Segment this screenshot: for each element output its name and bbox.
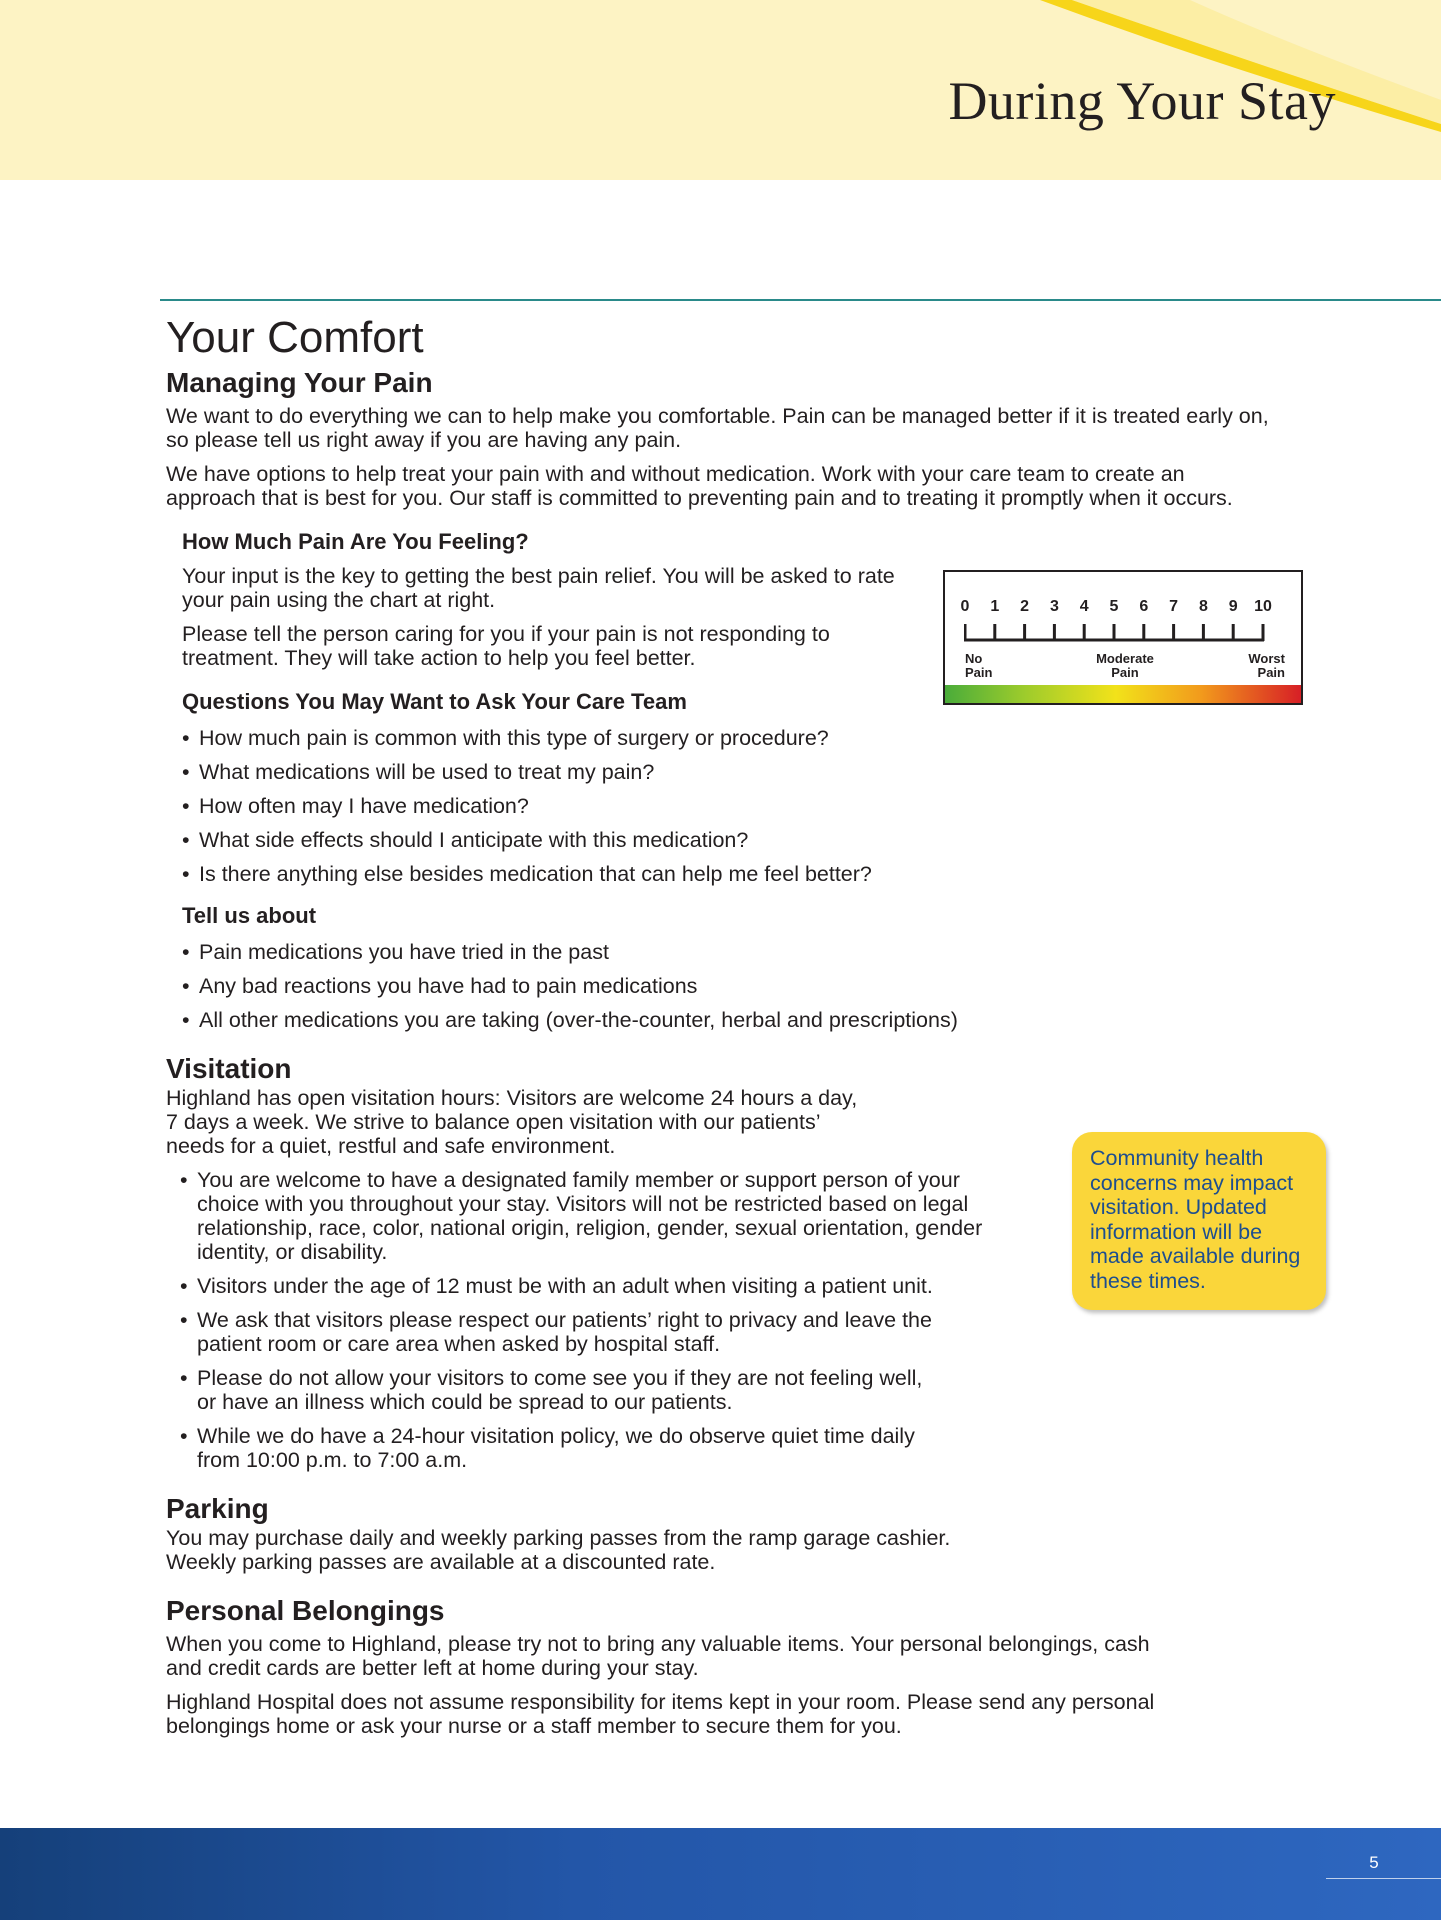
text-line: patient room or care area when asked by hospital staff. [197,1332,721,1356]
belongings-heading: Personal Belongings [166,1595,445,1626]
pain-scale-numbers [957,598,1285,618]
list-item [180,1308,1276,1356]
text-line: or have an illness which could be spread to our patients. [197,1390,733,1414]
tell-us-list [182,940,1276,1032]
text-line: Pain [965,665,993,680]
page-number: 5 [1369,1853,1379,1872]
visitation-heading: Visitation [166,1053,292,1084]
pain-color-gradient [945,685,1301,703]
text-line: 7 days a week. We strive to balance open visitation with our patients’ [166,1110,821,1134]
list-item: • Pain medications you have tried in the past [182,940,1276,964]
text-line: relationship, race, color, national origin, religion, gender, sexual orientation, gender [197,1216,983,1240]
pain-scale-number: 7 [1169,598,1179,615]
parking-heading: Parking [166,1493,269,1524]
text-line: information will be [1090,1219,1263,1244]
text-line: Pain [1257,665,1285,680]
text-line: visitation. Updated [1090,1195,1267,1219]
pain-scale-number: 10 [1254,598,1272,615]
pain-scale-number: 8 [1198,598,1208,615]
pain-heading: Managing Your Pain [166,367,433,398]
text-line: Highland has open visitation hours: Visitors are welcome 24 hours a day, [166,1086,858,1110]
pain-scale-number: 0 [960,598,970,615]
pain-feeling-section [182,528,922,670]
text-line: Visitors under the age of 12 must be with an adult when visiting a patient unit. [197,1274,933,1298]
footer-band [0,1828,1441,1920]
text-line: No [965,651,983,666]
text-line: needs for a quiet, restful and safe environment. [166,1134,616,1158]
pain-scale-number: 3 [1049,598,1059,615]
text-line: from 10:00 p.m. to 7:00 a.m. [197,1448,468,1472]
page-title: Your Comfort [166,313,424,362]
header-band [0,0,1441,180]
pain-scale-number: 1 [990,598,1000,615]
belongings-paragraph [166,1632,1276,1680]
list-item: • What side effects should I anticipate with this medication? [182,828,1276,852]
text-line: You are welcome to have a designated family member or support person of your [197,1168,960,1192]
section-title: During Your Stay [948,71,1336,131]
visitation-callout [1072,1132,1326,1310]
questions-heading: Questions You May Want to Ask Your Care Team [182,689,687,714]
tell-us-heading: Tell us about [182,903,317,928]
questions-list [182,726,1276,886]
page-number-rule [1326,1878,1441,1879]
text-line: You may purchase daily and weekly parking passes from the ramp garage cashier. [166,1526,951,1550]
pain-label-moderate [1083,652,1167,680]
list-item: • What medications will be used to treat my pain? [182,760,1276,784]
text-line: belongings home or ask your nurse or a staff member to secure them for you. [166,1714,902,1738]
questions-section [182,688,1276,886]
text-line: Moderate [1096,651,1154,666]
pain-scale-number: 5 [1109,598,1119,615]
list-item: • Any bad reactions you have had to pain medications [182,974,1276,998]
list-item: • All other medications you are taking (over-the-counter, herbal and prescriptions) [182,1008,1276,1032]
parking-paragraph [166,1526,1276,1574]
text-line: choice with you throughout your stay. Visitors will not be restricted based on legal [197,1192,969,1216]
text-line: When you come to Highland, please try not to bring any valuable items. Your personal belongings, cash [166,1632,1150,1656]
pain-scale-chart [943,570,1303,705]
pain-scale-ruler [964,622,1278,642]
text-line: Pain [1111,665,1139,680]
text-line: and credit cards are better left at home during your stay. [166,1656,699,1680]
pain-label-worst [1248,652,1285,680]
pain-feeling-heading: How Much Pain Are You Feeling? [182,529,529,554]
text-line: Worst [1248,651,1285,666]
list-item [180,1424,1276,1472]
main-content [166,310,1276,1738]
list-item [180,1366,1276,1414]
pain-scale-number: 6 [1139,598,1149,615]
belongings-paragraph [166,1690,1276,1738]
text-line: identity, or disability. [197,1240,388,1264]
text-line: Weekly parking passes are available at a discounted rate. [166,1550,716,1574]
pain-scale-number: 4 [1079,598,1089,615]
text-line: made available during [1090,1244,1301,1268]
text-line: concerns may impact [1090,1170,1294,1195]
list-item: • How often may I have medication? [182,794,1276,818]
callout-text [1090,1146,1312,1293]
list-item: • How much pain is common with this type of surgery or procedure? [182,726,1276,750]
pain-scale-number: 9 [1228,598,1238,615]
pain-feeling-paragraph: Your input is the key to getting the best pain relief. You will be asked to rate your pain using the chart at right. [182,564,895,612]
text-line: Community health [1090,1146,1264,1170]
text-line: these times. [1090,1268,1206,1293]
pain-paragraph: We have options to help treat your pain with and without medication. Work with your care team to create an approach that is best for you. Our staff is committed to preventing pain and to treating it promptly when it occurs. [166,462,1233,510]
pain-scale-number: 2 [1020,598,1030,615]
section-divider [160,299,1441,301]
pain-paragraph: We want to do everything we can to help make you comfortable. Pain can be managed better if it is treated early on, so please tell us right away if you are having any pain. [166,404,1269,452]
tell-us-section [182,902,1276,1032]
list-item: • Is there anything else besides medication that can help me feel better? [182,862,1276,886]
pain-label-none [965,652,992,680]
text-line: While we do have a 24-hour visitation policy, we do observe quiet time daily [197,1424,915,1448]
text-line: Please do not allow your visitors to come see you if they are not feeling well, [197,1366,923,1390]
text-line: We ask that visitors please respect our patients’ right to privacy and leave the [197,1308,932,1332]
pain-feeling-paragraph: Please tell the person caring for you if your pain is not responding to treatment. They will take action to help you feel better. [182,622,830,670]
text-line: Highland Hospital does not assume responsibility for items kept in your room. Please send any personal [166,1690,1155,1714]
